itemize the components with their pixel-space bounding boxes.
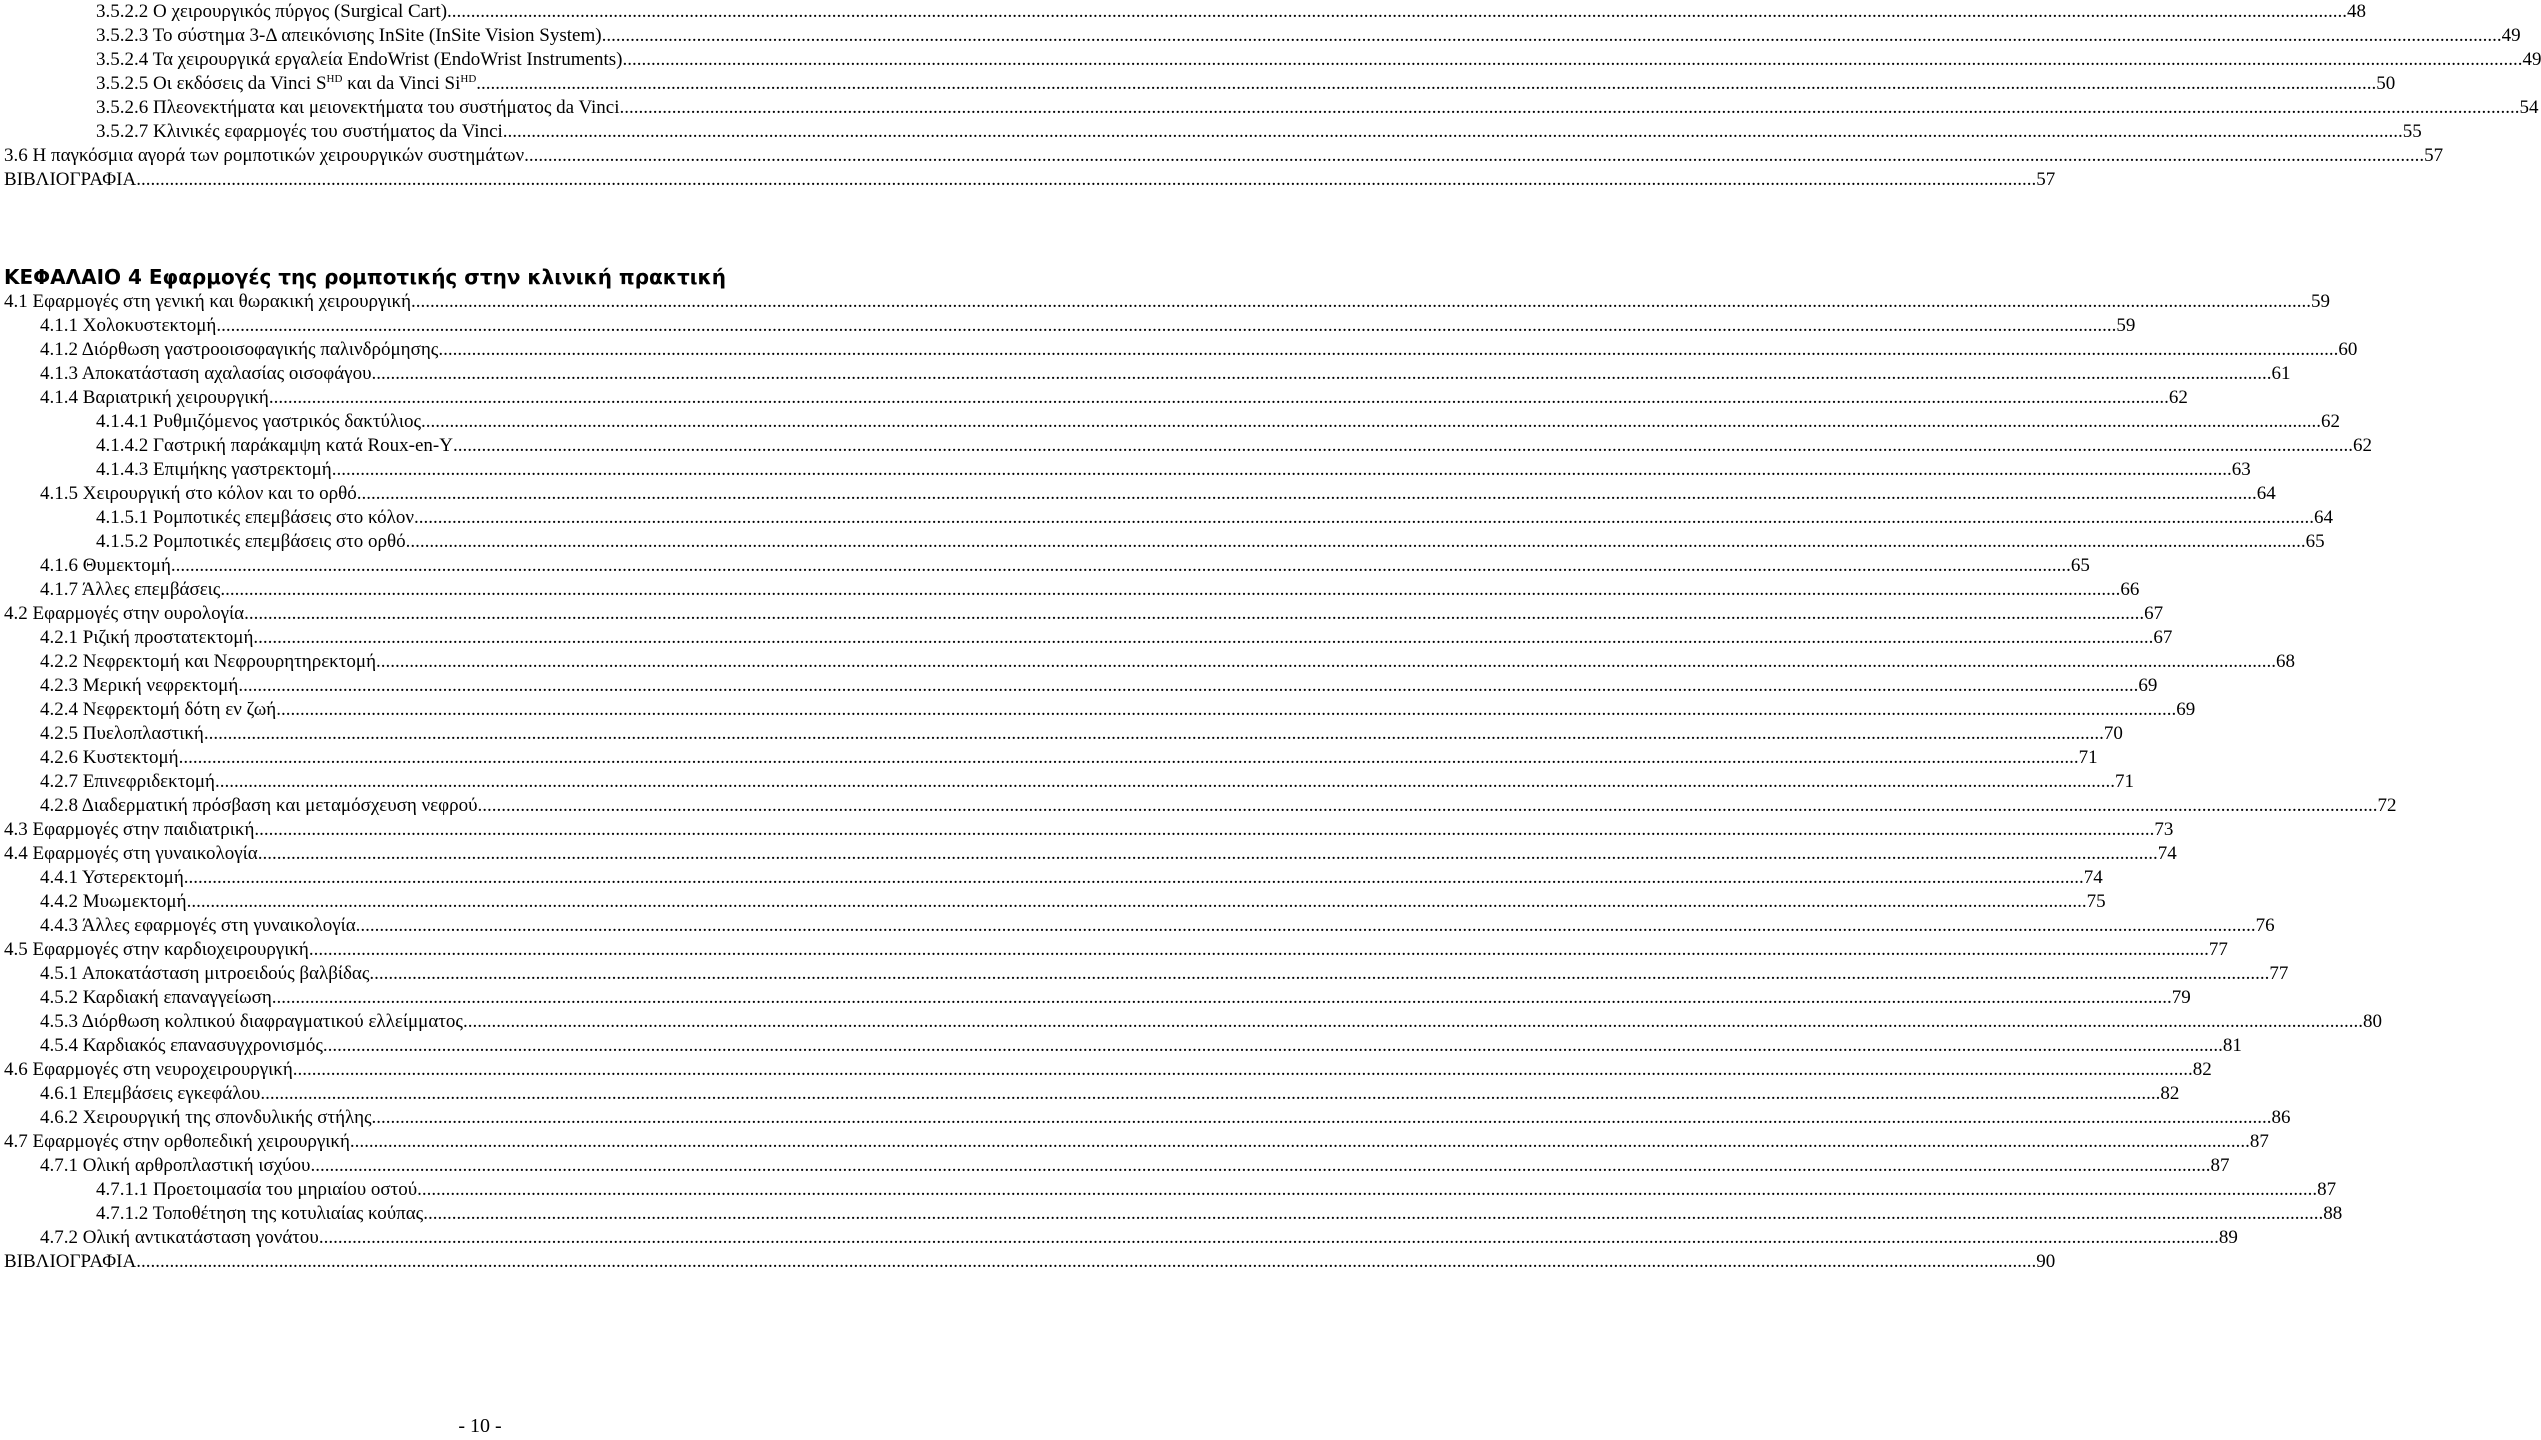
toc-entry[interactable] [0, 626, 2173, 650]
toc-entry-page: 68 [2276, 651, 2296, 672]
toc-entry[interactable] [0, 770, 2134, 794]
toc-entry[interactable] [0, 1058, 2212, 1082]
toc-entry[interactable] [0, 410, 2340, 434]
toc-entry[interactable] [0, 0, 2367, 24]
toc-entry-page: 61 [2271, 363, 2291, 384]
toc-entry-title: 4.2 Εφαρμογές στην ουρολογία [4, 603, 245, 624]
toc-entry-title: 4.1.4.1 Ρυθμιζόμενος γαστρικός δακτύλιος [96, 411, 421, 432]
dot-leader: ................................................................................................................................................................................................................................................................................................................................................................................................................ [477, 795, 2378, 816]
toc-entry-page: 71 [2078, 747, 2098, 768]
toc-entry-page: 73 [2154, 819, 2174, 840]
toc-entry-page: 50 [2376, 73, 2396, 94]
toc-entry[interactable] [0, 386, 2188, 410]
toc-entry-title: 4.1.6 Θυμεκτομή [40, 555, 171, 576]
superscript: HD [326, 73, 343, 85]
toc-entry-page: 90 [2036, 1251, 2056, 1272]
toc-entry[interactable] [0, 48, 2541, 72]
toc-entry-page: 65 [2070, 555, 2090, 576]
toc-entry[interactable] [0, 506, 2333, 530]
toc-entry-title: 4.2.6 Κυστεκτομή [40, 747, 179, 768]
toc-entry-page: 82 [2160, 1083, 2180, 1104]
chapter-heading: ΚΕΦΑΛΑΙΟ 4 Εφαρμογές της ρομποτικής στην κλινική πρακτική [4, 265, 726, 289]
toc-entry-title: 4.1.5.2 Ρομποτικές επεμβάσεις στο ορθό [96, 531, 406, 552]
toc-entry[interactable] [0, 120, 2422, 144]
toc-entry-title: 4.1 Εφαρμογές στη γενική και θωρακική χειρουργική [4, 291, 412, 312]
toc-entry-page: 67 [2153, 627, 2173, 648]
toc-entry[interactable] [0, 1130, 2269, 1154]
toc-entry[interactable] [0, 818, 2174, 842]
toc-entry[interactable] [0, 602, 2164, 626]
toc-entry[interactable] [0, 338, 2358, 362]
dot-leader: ................................................................................................................................................................................................................................................................................................................................................................................................................ [476, 73, 2377, 94]
dot-leader: ................................................................................................................................................................................................................................................................................................................................................................................................................ [447, 1, 2348, 22]
toc-entry[interactable] [0, 482, 2276, 506]
toc-entry-page: 81 [2222, 1035, 2242, 1056]
toc-entry[interactable] [0, 578, 2140, 602]
toc-entry-title: 4.2.1 Ριζική προστατεκτομή [40, 627, 254, 648]
dot-leader: ................................................................................................................................................................................................................................................................................................................................................................................................................ [601, 25, 2502, 46]
toc-entry-title: 4.5.3 Διόρθωση κολπικού διαφραγματικού ελλείμματος [40, 1011, 463, 1032]
toc-entry[interactable] [0, 986, 2191, 1010]
toc-entry-title: 4.4.2 Μυωμεκτομή [40, 891, 187, 912]
toc-entry-page: 87 [2317, 1179, 2337, 1200]
toc-entry-title: 3.5.2.4 Τα χειρουργικά εργαλεία EndoWrist (EndoWrist Instruments) [96, 49, 623, 70]
toc-entry-page: 86 [2271, 1107, 2291, 1128]
toc-entry-title: 4.7.1.2 Τοποθέτηση της κοτυλιαίας κούπας [96, 1203, 424, 1224]
toc-entry-page: 65 [2305, 531, 2325, 552]
dot-leader: ................................................................................................................................................................................................................................................................................................................................................................................................................ [462, 1011, 2363, 1032]
toc-entry-title: 4.2.5 Πυελοπλαστική [40, 723, 204, 744]
toc-entry[interactable] [0, 1250, 2056, 1274]
toc-entry-page: 63 [2231, 459, 2251, 480]
dot-leader: ................................................................................................................................................................................................................................................................................................................................................................................................................ [376, 651, 2277, 672]
toc-entry-page: 70 [2103, 723, 2123, 744]
dot-leader: ................................................................................................................................................................................................................................................................................................................................................................................................................ [244, 603, 2145, 624]
dot-leader: ................................................................................................................................................................................................................................................................................................................................................................................................................ [502, 121, 2403, 142]
toc-entry-page: 80 [2362, 1011, 2382, 1032]
toc-entry-title: 4.1.4.2 Γαστρική παράκαμψη κατά Roux-en-Y [96, 435, 453, 456]
dot-leader: ................................................................................................................................................................................................................................................................................................................................................................................................................ [216, 315, 2117, 336]
toc-entry-title: ΒΙΒΛΙΟΓΡΑΦΙΑ [4, 169, 137, 190]
dot-leader: ................................................................................................................................................................................................................................................................................................................................................................................................................ [322, 1035, 2223, 1056]
toc-entry[interactable] [0, 794, 2397, 818]
toc-entry[interactable] [0, 650, 2296, 674]
dot-leader: ................................................................................................................................................................................................................................................................................................................................................................................................................ [238, 675, 2139, 696]
toc-entry[interactable] [0, 1106, 2291, 1130]
toc-entry-page: 49 [2522, 49, 2541, 70]
toc-entry-page: 48 [2347, 1, 2367, 22]
dot-leader: ................................................................................................................................................................................................................................................................................................................................................................................................................ [371, 1107, 2272, 1128]
toc-entry-title: 3.5.2.6 Πλεονεκτήματα και μειονεκτήματα του συστήματος da Vinci [96, 97, 620, 118]
toc-entry[interactable] [0, 890, 2106, 914]
toc-entry[interactable] [0, 96, 2539, 120]
dot-leader: ................................................................................................................................................................................................................................................................................................................................................................................................................ [405, 531, 2306, 552]
toc-entry-page: 62 [2352, 435, 2372, 456]
toc-entry-page: 54 [2519, 97, 2539, 118]
toc-entry-page: 79 [2171, 987, 2191, 1008]
toc-entry-title: 4.7.1.1 Προετοιμασία του μηριαίου οστού [96, 1179, 418, 1200]
toc-entry-title: 4.2.7 Επινεφριδεκτομή [40, 771, 215, 792]
toc-entry-title: 4.2.2 Νεφρεκτομή και Νεφρουρητηρεκτομή [40, 651, 377, 672]
toc-entry-page: 89 [2218, 1227, 2238, 1248]
toc-entry-page: 87 [2210, 1155, 2230, 1176]
dot-leader: ................................................................................................................................................................................................................................................................................................................................................................................................................ [254, 819, 2155, 840]
toc-entry-title: 4.1.7 Άλλες επεμβάσεις [40, 579, 221, 600]
toc-entry-page: 59 [2116, 315, 2136, 336]
dot-leader: ................................................................................................................................................................................................................................................................................................................................................................................................................ [524, 145, 2425, 166]
dot-leader: ................................................................................................................................................................................................................................................................................................................................................................................................................ [170, 555, 2071, 576]
toc-entry-page: 57 [2036, 169, 2056, 190]
dot-leader: ................................................................................................................................................................................................................................................................................................................................................................................................................ [356, 483, 2257, 504]
toc-entry-title: 4.5.1 Αποκατάσταση μιτροειδούς βαλβίδας [40, 963, 370, 984]
dot-leader: ................................................................................................................................................................................................................................................................................................................................................................................................................ [260, 1083, 2161, 1104]
dot-leader: ................................................................................................................................................................................................................................................................................................................................................................................................................ [257, 843, 2158, 864]
toc-entry[interactable] [0, 1034, 2242, 1058]
toc-entry[interactable] [0, 1202, 2343, 1226]
dot-leader: ................................................................................................................................................................................................................................................................................................................................................................................................................ [308, 939, 2209, 960]
toc-entry-page: 87 [2249, 1131, 2269, 1152]
toc-entry-title: 3.5.2.2 Ο χειρουργικός πύργος (Surgical Cart) [96, 1, 448, 22]
superscript: HD [460, 73, 477, 85]
toc-entry[interactable] [0, 674, 2158, 698]
toc-entry-title: 4.6 Εφαρμογές στη νευροχειρουργική [4, 1059, 293, 1080]
toc-entry[interactable] [0, 962, 2289, 986]
toc-entry-title: 3.6 Η παγκόσμια αγορά των ρομποτικών χειρουργικών συστημάτων [4, 145, 525, 166]
toc-entry-title: 4.4 Εφαρμογές στη γυναικολογία [4, 843, 258, 864]
toc-entry[interactable] [0, 1082, 2180, 1106]
toc-entry[interactable] [0, 866, 2103, 890]
toc-entry[interactable] [0, 144, 2444, 168]
toc-entry-title: 3.5.2.7 Κλινικές εφαρμογές του συστήματος da Vinci [96, 121, 503, 142]
dot-leader: ................................................................................................................................................................................................................................................................................................................................................................................................................ [349, 1131, 2250, 1152]
toc-entry[interactable] [0, 290, 2331, 314]
toc-entry-title: 4.1.3 Αποκατάσταση αχαλασίας οισοφάγου [40, 363, 372, 384]
toc-entry-page: 88 [2323, 1203, 2343, 1224]
toc-entry-title: 3.5.2.3 Το σύστημα 3-Δ απεικόνισης InSite (InSite Vision System) [96, 25, 602, 46]
toc-entry[interactable] [0, 722, 2123, 746]
toc-entry-title: 4.5.4 Καρδιακός επανασυγχρονισμός [40, 1035, 323, 1056]
dot-leader: ................................................................................................................................................................................................................................................................................................................................................................................................................ [318, 1227, 2219, 1248]
toc-entry[interactable] [0, 362, 2291, 386]
toc-entry-page: 72 [2377, 795, 2397, 816]
dot-leader: ................................................................................................................................................................................................................................................................................................................................................................................................................ [310, 1155, 2211, 1176]
toc-entry-page: 77 [2208, 939, 2228, 960]
toc-entry-page: 64 [2313, 507, 2333, 528]
dot-leader: ................................................................................................................................................................................................................................................................................................................................................................................................................ [411, 291, 2312, 312]
dot-leader: ................................................................................................................................................................................................................................................................................................................................................................................................................ [220, 579, 2121, 600]
dot-leader: ................................................................................................................................................................................................................................................................................................................................................................................................................ [136, 1251, 2037, 1272]
toc-entry[interactable] [0, 1154, 2230, 1178]
toc-entry-title: 4.7 Εφαρμογές στην ορθοπεδική χειρουργική [4, 1131, 350, 1152]
toc-entry-title: 4.1.4.3 Επιμήκης γαστρεκτομή [96, 459, 332, 480]
toc-entry-title: ΒΙΒΛΙΟΓΡΑΦΙΑ [4, 1251, 137, 1272]
dot-leader: ................................................................................................................................................................................................................................................................................................................................................................................................................ [186, 891, 2087, 912]
dot-leader: ................................................................................................................................................................................................................................................................................................................................................................................................................ [369, 963, 2270, 984]
dot-leader: ................................................................................................................................................................................................................................................................................................................................................................................................................ [622, 49, 2523, 70]
toc-entry-title: 4.7.1 Ολική αρθροπλαστική ισχύου [40, 1155, 311, 1176]
toc-entry-page: 60 [2338, 339, 2358, 360]
dot-leader: ................................................................................................................................................................................................................................................................................................................................................................................................................ [452, 435, 2353, 456]
toc-entry-page: 55 [2402, 121, 2422, 142]
toc-entry-page: 59 [2311, 291, 2331, 312]
toc-entry-title: 4.4.1 Υστερεκτομή [40, 867, 184, 888]
dot-leader: ................................................................................................................................................................................................................................................................................................................................................................................................................ [355, 915, 2256, 936]
toc-entry-page: 62 [2168, 387, 2188, 408]
dot-leader: ................................................................................................................................................................................................................................................................................................................................................................................................................ [619, 97, 2520, 118]
dot-leader: ................................................................................................................................................................................................................................................................................................................................................................................................................ [417, 1179, 2318, 1200]
toc-entry-page: 74 [2083, 867, 2103, 888]
dot-leader: ................................................................................................................................................................................................................................................................................................................................................................................................................ [420, 411, 2321, 432]
toc-entry-title: 3.5.2.5 Οι εκδόσεις da Vinci $S^{HD}$ και da Vinci $Si^{HD}$ [96, 73, 477, 94]
dot-leader: ................................................................................................................................................................................................................................................................................................................................................................................................................ [253, 627, 2154, 648]
dot-leader: ................................................................................................................................................................................................................................................................................................................................................................................................................ [371, 363, 2272, 384]
toc-entry-title: 4.2.3 Μερική νεφρεκτομή [40, 675, 239, 696]
dot-leader: ................................................................................................................................................................................................................................................................................................................................................................................................................ [271, 987, 2172, 1008]
toc-entry-page: 66 [2120, 579, 2140, 600]
dot-leader: ................................................................................................................................................................................................................................................................................................................................................................................................................ [438, 339, 2339, 360]
toc-entry[interactable] [0, 72, 2396, 96]
toc-entry-title: 4.1.1 Χολοκυστεκτομή [40, 315, 217, 336]
toc-entry-title: 4.6.1 Επεμβάσεις εγκεφάλου [40, 1083, 261, 1104]
toc-entry-title: 4.5.2 Καρδιακή επαναγγείωση [40, 987, 272, 1008]
toc-entry-title: 4.1.2 Διόρθωση γαστροοισοφαγικής παλινδρόμησης [40, 339, 439, 360]
dot-leader: ................................................................................................................................................................................................................................................................................................................................................................................................................ [413, 507, 2314, 528]
toc-entry-title: 4.7.2 Ολική αντικατάσταση γονάτου [40, 1227, 319, 1248]
toc-entry-page: 82 [2192, 1059, 2212, 1080]
toc-entry-page: 69 [2138, 675, 2158, 696]
toc-entry-page: 75 [2086, 891, 2106, 912]
dot-leader: ................................................................................................................................................................................................................................................................................................................................................................................................................ [276, 699, 2177, 720]
toc-entry[interactable] [0, 314, 2136, 338]
toc-entry[interactable] [0, 24, 2521, 48]
toc-entry-page: 76 [2255, 915, 2275, 936]
dot-leader: ................................................................................................................................................................................................................................................................................................................................................................................................................ [178, 747, 2079, 768]
toc-entry[interactable] [0, 1178, 2337, 1202]
dot-leader: ................................................................................................................................................................................................................................................................................................................................................................................................................ [423, 1203, 2324, 1224]
toc-entry[interactable] [0, 1010, 2382, 1034]
toc-entry[interactable] [0, 554, 2090, 578]
dot-leader: ................................................................................................................................................................................................................................................................................................................................................................................................................ [183, 867, 2084, 888]
toc-entry-page: 57 [2424, 145, 2444, 166]
dot-leader: ................................................................................................................................................................................................................................................................................................................................................................................................................ [268, 387, 2169, 408]
toc-entry-title: 4.3 Εφαρμογές στην παιδιατρική [4, 819, 255, 840]
toc-entry[interactable] [0, 746, 2098, 770]
dot-leader: ................................................................................................................................................................................................................................................................................................................................................................................................................ [331, 459, 2232, 480]
toc-entry[interactable] [0, 1226, 2238, 1250]
dot-leader: ................................................................................................................................................................................................................................................................................................................................................................................................................ [292, 1059, 2193, 1080]
toc-entry-page: 69 [2176, 699, 2196, 720]
toc-entry-title: 4.6.2 Χειρουργική της σπονδυλικής στήλης [40, 1107, 372, 1128]
toc-entry[interactable] [0, 434, 2372, 458]
toc-entry-title: 4.4.3 Άλλες εφαρμογές στη γυναικολογία [40, 915, 356, 936]
toc-entry[interactable] [0, 458, 2251, 482]
toc-entry[interactable] [0, 530, 2325, 554]
toc-entry-title: 4.1.4 Βαριατρική χειρουργική [40, 387, 269, 408]
toc-entry-page: 71 [2114, 771, 2134, 792]
toc-entry-title: 4.5 Εφαρμογές στην καρδιοχειρουργική [4, 939, 309, 960]
dot-leader: ................................................................................................................................................................................................................................................................................................................................................................................................................ [203, 723, 2104, 744]
toc-entry-page: 74 [2157, 843, 2177, 864]
toc-entry-title: 4.2.8 Διαδερματική πρόσβαση και μεταμόσχευση νεφρού [40, 795, 478, 816]
toc-entry[interactable] [0, 168, 2056, 192]
toc-entry-title: 4.1.5.1 Ρομποτικές επεμβάσεις στο κόλον [96, 507, 414, 528]
toc-entry[interactable] [0, 698, 2196, 722]
toc-entry-page: 62 [2320, 411, 2340, 432]
toc-entry-page: 64 [2256, 483, 2276, 504]
toc-entry-page: 67 [2144, 603, 2164, 624]
toc-entry-title: 4.2.4 Νεφρεκτομή δότη εν ζωή [40, 699, 277, 720]
toc-entry[interactable] [0, 842, 2177, 866]
toc-entry-title: 4.1.5 Χειρουργική στο κόλον και το ορθό [40, 483, 357, 504]
toc-entry-page: 77 [2269, 963, 2289, 984]
toc-entry[interactable] [0, 914, 2275, 938]
page-number: - 10 - [458, 1415, 502, 1437]
dot-leader: ................................................................................................................................................................................................................................................................................................................................................................................................................ [136, 169, 2037, 190]
toc-entry[interactable] [0, 938, 2228, 962]
dot-leader: ................................................................................................................................................................................................................................................................................................................................................................................................................ [214, 771, 2115, 792]
toc-entry-page: 49 [2501, 25, 2521, 46]
